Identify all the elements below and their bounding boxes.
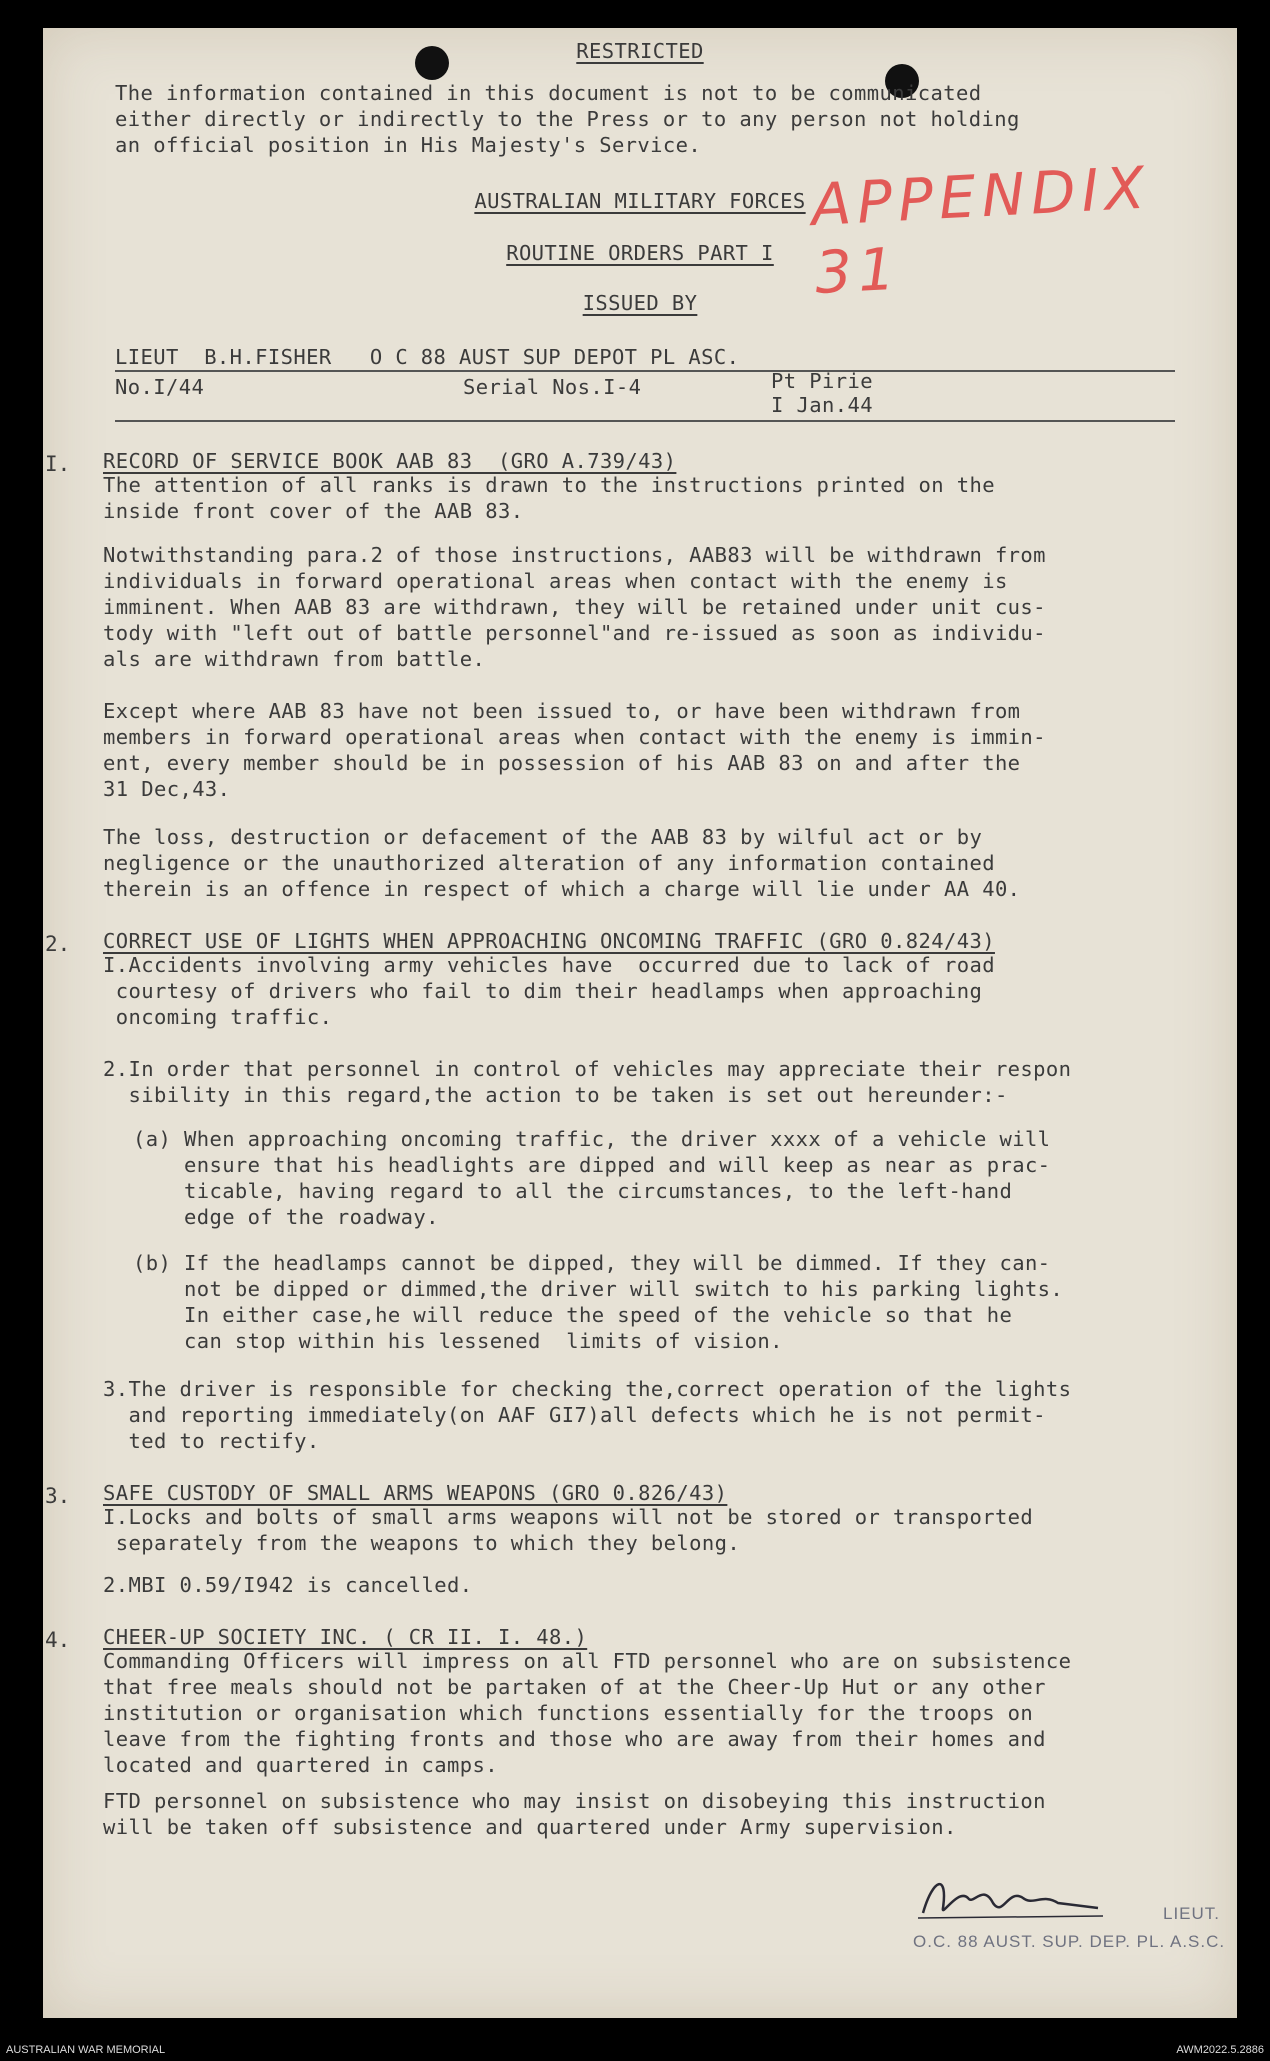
stamp-unit: O.C. 88 AUST. SUP. DEP. PL. A.S.C. — [913, 1932, 1226, 1951]
section-paragraph: 2.MBI 0.59/I942 is cancelled. — [103, 1573, 473, 1597]
order-number: No.I/44 — [115, 375, 205, 399]
section-paragraph: I.Locks and bolts of small arms weapons will not be stored or transported separately from the weapons to which they belong. — [103, 1505, 1034, 1555]
section-heading: SAFE CUSTODY OF SMALL ARMS WEAPONS (GRO 0.826/43) — [103, 1481, 728, 1505]
section-paragraph: 3.The driver is responsible for checking the,correct operation of the lights and reporting immediately(on AAF GI7)all defects which he is not permit- ted to rectify. — [103, 1377, 1072, 1453]
issuer-line: LIEUT B.H.FISHER O C 88 AUST SUP DEPOT PL ASC. — [115, 345, 740, 369]
section-heading: CORRECT USE OF LIGHTS WHEN APPROACHING ONCOMING TRAFFIC (GRO 0.824/43) — [103, 929, 995, 953]
section-paragraph: The loss, destruction or defacement of the AAB 83 by wilful act or by negligence or the unauthorized alteration of any information contained therein is an offence in respect of which a charge will lie under AA 40. — [103, 825, 1021, 901]
place: Pt Pirie — [771, 369, 873, 393]
issue-date: I Jan.44 — [771, 393, 873, 417]
section-paragraph: I.Accidents involving army vehicles have occurred due to lack of road courtesy of drivers who fail to dim their headlamps when approaching oncoming traffic. — [103, 953, 995, 1029]
serial-numbers: Serial Nos.I-4 — [463, 375, 642, 399]
section-heading: RECORD OF SERVICE BOOK AAB 83 (GRO A.739/43) — [103, 449, 677, 473]
section-paragraph: 2.In order that personnel in control of vehicles may appreciate their respon sibility in this regard,the action to be taken is set out hereunder:- — [103, 1057, 1072, 1107]
handwritten-signature — [913, 1868, 1113, 1928]
header-rule — [115, 420, 1175, 422]
notice-line-1: The information contained in this document is not to be communicated — [115, 81, 982, 105]
footer-source: AUSTRALIAN WAR MEMORIAL — [6, 2044, 166, 2056]
document-subtitle: ROUTINE ORDERS PART I — [506, 241, 774, 265]
section-paragraph: Notwithstanding para.2 of those instructions, AAB83 will be withdrawn from individuals in forward operational areas when contact with the enemy is imminent. When AAB 83 are withdrawn, they will be retained under unit cus- tody with "left out of battle personnel"and re-issued as soon as individu- als are withdrawn from battle. — [103, 543, 1046, 671]
section-number: 3. — [45, 1484, 71, 1508]
notice-line-3: an official position in His Majesty's Service. — [115, 133, 702, 157]
section-paragraph: (a) When approaching oncoming traffic, the driver xxxx of a vehicle will ensure that his headlights are dipped and will keep as near as prac- ticable, having regard to all the circumstances, to the left-hand edge of the roadway. — [133, 1127, 1051, 1229]
section-paragraph: Commanding Officers will impress on all FTD personnel who are on subsistence that free meals should not be partaken of at the Cheer-Up Hut or any other institution or organisation which functions essentially for the troops on leave from the fighting fronts and those who are away from their homes and located and quartered in camps. — [103, 1649, 1072, 1777]
appendix-annotation: APPENDIX 31 — [809, 153, 1152, 308]
issued-by-label: ISSUED BY — [582, 291, 698, 315]
section-paragraph: The attention of all ranks is drawn to the instructions printed on the inside front cover of the AAB 83. — [103, 473, 995, 523]
notice-line-2: either directly or indirectly to the Press or to any person not holding — [115, 107, 1020, 131]
document-page — [43, 28, 1237, 2018]
stamp-rank: LIEUT. — [1163, 1904, 1221, 1923]
issuer-rule — [115, 370, 1175, 372]
classification-heading: RESTRICTED — [576, 39, 704, 63]
section-number: 4. — [45, 1628, 71, 1652]
section-heading: CHEER-UP SOCIETY INC. ( CR II. I. 48.) — [103, 1625, 588, 1649]
section-paragraph: (b) If the headlamps cannot be dipped, they will be dimmed. If they can- not be dipped or dimmed,the driver will switch to his parking lights. In either case,he will reduce the speed of the vehicle so that he can stop within his lessened limits of vision. — [133, 1251, 1064, 1353]
section-number: 2. — [45, 932, 71, 956]
section-number: I. — [45, 452, 71, 476]
footer-accession-number: AWM2022.5.2886 — [1176, 2044, 1264, 2056]
document-title: AUSTRALIAN MILITARY FORCES — [474, 189, 806, 213]
section-paragraph: FTD personnel on subsistence who may insist on disobeying this instruction will be taken off subsistence and quartered under Army supervision. — [103, 1789, 1046, 1839]
section-paragraph: Except where AAB 83 have not been issued to, or have been withdrawn from members in forward operational areas when contact with the enemy is immin- ent, every member should be in possession of his AAB 83 on and after the 31 Dec,43. — [103, 699, 1046, 801]
